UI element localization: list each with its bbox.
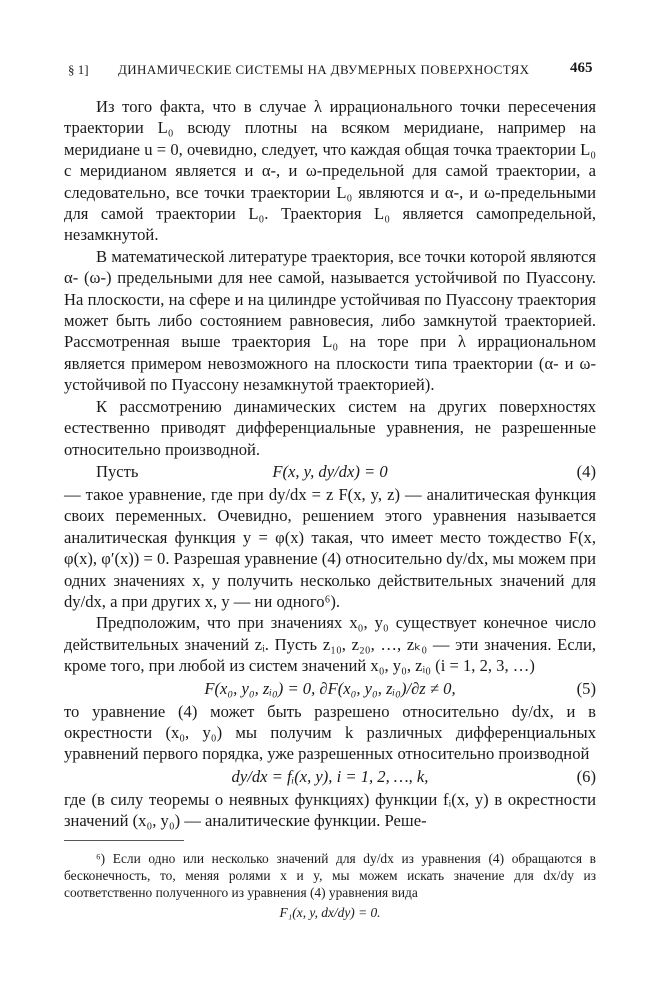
footnote-formula: F₁(x, y, dx/dy) = 0. bbox=[279, 905, 381, 920]
main-text bbox=[64, 96, 596, 832]
chapter-title: ДИНАМИЧЕСКИЕ СИСТЕМЫ НА ДВУМЕРНЫХ ПОВЕРХНОСТЯХ bbox=[118, 62, 530, 77]
equation-4-lead: Пусть bbox=[96, 461, 139, 481]
equation-6 bbox=[64, 765, 596, 789]
paragraph-after-4: — такое уравнение, где при dy/dx = z F(x, y, z) — аналитическая функция своих переменных. Очевидно, решением этого уравнения называется аналитическая функция y = φ(x) такая, что имеет место тождество F(x, φ(x), φ′(x)) = 0. Разрешая уравнение (4) относительно dy/dx, мы можем при одних значениях x, y получить несколько действительных значений для dy/dx, а при других x, y — ни одного⁶). bbox=[64, 484, 596, 611]
page-number: 465 bbox=[570, 60, 593, 76]
equation-5-number: (5) bbox=[576, 678, 596, 698]
equation-6-formula: dy/dx = fᵢ(x, y), i = 1, 2, …, k, bbox=[231, 766, 429, 786]
paragraph-after-5: то уравнение (4) может быть разрешено относительно dy/dx, и в окрестности (x₀, y₀) мы получим k различных дифференциальных уравнений первого порядка, уже разрешенных относительно производной bbox=[64, 701, 596, 764]
paragraph-before-5: Предположим, что при значениях x₀, y₀ существует конечное число действительных значений zᵢ. Пусть z₁₀, z₂₀, …, zₖ₀ — эти значения. Если, кроме того, при любой из систем значений x₀, y₀, zᵢ₀ (i = 1, 2, 3, …) bbox=[64, 613, 596, 676]
footnote-text: ⁶) Если одно или несколько значений для dy/dx из уравнения (4) обращаются в бесконечность, то, меняя ролями x и y, мы можем искать значение для dx/dy из соответственно полученного из уравнения (4) уравнения вида bbox=[64, 851, 596, 900]
paragraph-1: Из того факта, что в случае λ иррационального точки пересечения траектории L₀ всюду плотны на всяком меридиане, например на меридиане u = 0, очевидно, следует, что каждая общая точка траектории L₀ с меридианом является и α-, и ω-предельной для самой траектории, а следовательно, все точки траектории L₀ являются и α-, и ω-предельными для самой траектории L₀. Траектория L₀ является самопредельной, незамкнутой. bbox=[64, 97, 596, 245]
equation-4-number: (4) bbox=[576, 461, 596, 481]
footnote bbox=[64, 850, 596, 921]
equation-4 bbox=[64, 460, 596, 484]
paragraph-after-6: где (в силу теоремы о неявных функциях) функции fᵢ(x, y) в окрестности значений (x₀, y₀) — аналитические функции. Реше- bbox=[64, 789, 596, 831]
section-marker: § 1] bbox=[68, 62, 89, 77]
equation-5 bbox=[64, 677, 596, 701]
equation-6-number: (6) bbox=[576, 766, 596, 786]
equation-4-formula: F(x, y, dy/dx) = 0 bbox=[272, 461, 388, 481]
paragraph-3: К рассмотрению динамических систем на других поверхностях естественно приводят дифференциальные уравнения, не разрешенные относительно производной. bbox=[64, 396, 596, 459]
running-header bbox=[0, 58, 654, 82]
equation-5-formula: F(x₀, y₀, zᵢ₀) = 0, ∂F(x₀, y₀, zᵢ₀)/∂z ≠ 0, bbox=[204, 678, 456, 698]
footnote-divider bbox=[64, 840, 184, 841]
paragraph-2: В математической литературе траектория, все точки которой являются α- (ω-) предельными для нее самой, называется устойчивой по Пуассону. На плоскости, на сфере и на цилиндре устойчивая по Пуассону траектория может быть либо состоянием равновесия, либо замкнутой траекторией. Рассмотренная выше траектория L₀ на торе при λ иррациональном является примером невозможного на плоскости типа траектории (α- и ω-устойчивой по Пуассону незамкнутой траекторией). bbox=[64, 246, 596, 395]
